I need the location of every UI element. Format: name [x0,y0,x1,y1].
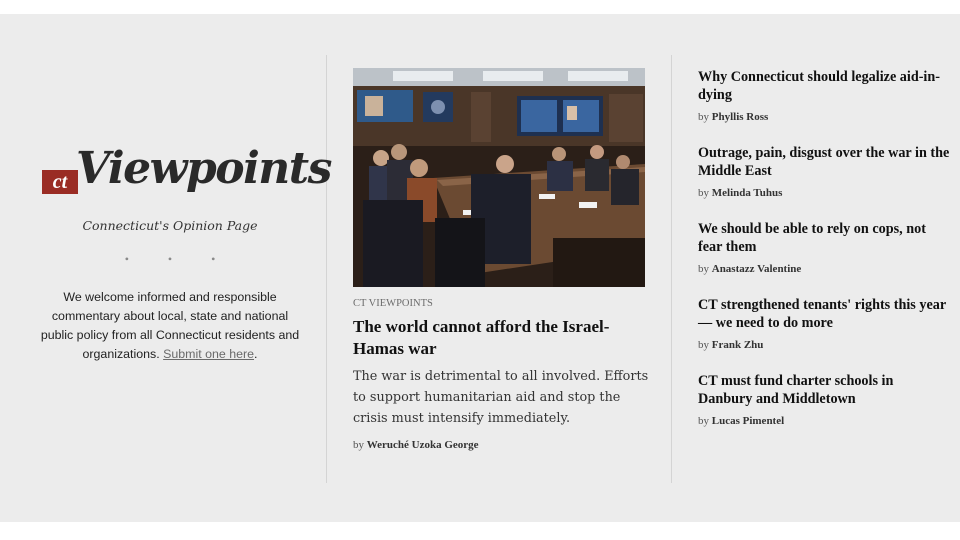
story-byline [698,187,950,199]
story-byline [698,263,950,275]
byline-prefix: by [698,415,709,427]
story-headline[interactable]: Why Connecticut should legalize aid-in-dying [698,69,940,103]
story-headline[interactable]: CT strengthened tenants' rights this year — we need to do more [698,297,946,331]
story-author[interactable]: Phyllis Ross [711,111,769,123]
situation-room-photo [353,68,645,287]
story-byline [698,339,950,351]
list-item [698,220,950,275]
byline-prefix: by [698,339,709,351]
list-item [698,144,950,199]
story-byline [698,111,950,123]
ct-logo-mark: ct [42,170,78,194]
column-divider-right [671,55,672,483]
story-author[interactable]: Anastazz Valentine [711,263,802,275]
feature-summary: The war is detrimental to all involved. Efforts to support humanitarian aid and stop the crisis must intensify immediately. [353,369,649,426]
column-divider-left [326,55,327,483]
list-item [698,68,950,123]
submit-link[interactable]: Submit one here [163,347,255,361]
byline-prefix: by [698,111,709,123]
story-headline[interactable]: CT must fund charter schools in Danbury and Middletown [698,373,894,407]
logo-wordmark: Viewpoints [76,143,331,194]
list-item [698,372,950,427]
viewpoints-logo[interactable] [42,136,331,206]
intro-text [36,288,304,364]
story-author[interactable]: Melinda Tuhus [711,187,783,199]
story-author[interactable]: Frank Zhu [711,339,764,351]
story-author[interactable]: Lucas Pimentel [711,415,785,427]
feature-headline[interactable]: The world cannot afford the Israel-Hamas war [353,317,610,358]
story-headline[interactable]: Outrage, pain, disgust over the war in the Middle East [698,145,950,179]
list-item [698,296,950,351]
section-tagline: Connecticut's Opinion Page [82,218,258,233]
story-list [698,68,950,448]
feature-kicker[interactable]: CT VIEWPOINTS [353,298,433,309]
feature-photo[interactable] [353,68,645,287]
feature-author[interactable]: Weruché Uzoka George [366,439,479,451]
intro-end: . [254,347,258,361]
story-headline[interactable]: We should be able to rely on cops, not fear them [698,221,926,255]
separator-dots: • • • [124,252,234,266]
byline-prefix: by [698,187,709,199]
intro-body: We welcome informed and responsible commentary about local, state and national public policy from all Connecticut residents and organizations. [40,290,300,361]
story-byline [698,415,950,427]
byline-prefix: by [353,439,364,451]
feature-byline [353,439,479,451]
byline-prefix: by [698,263,709,275]
